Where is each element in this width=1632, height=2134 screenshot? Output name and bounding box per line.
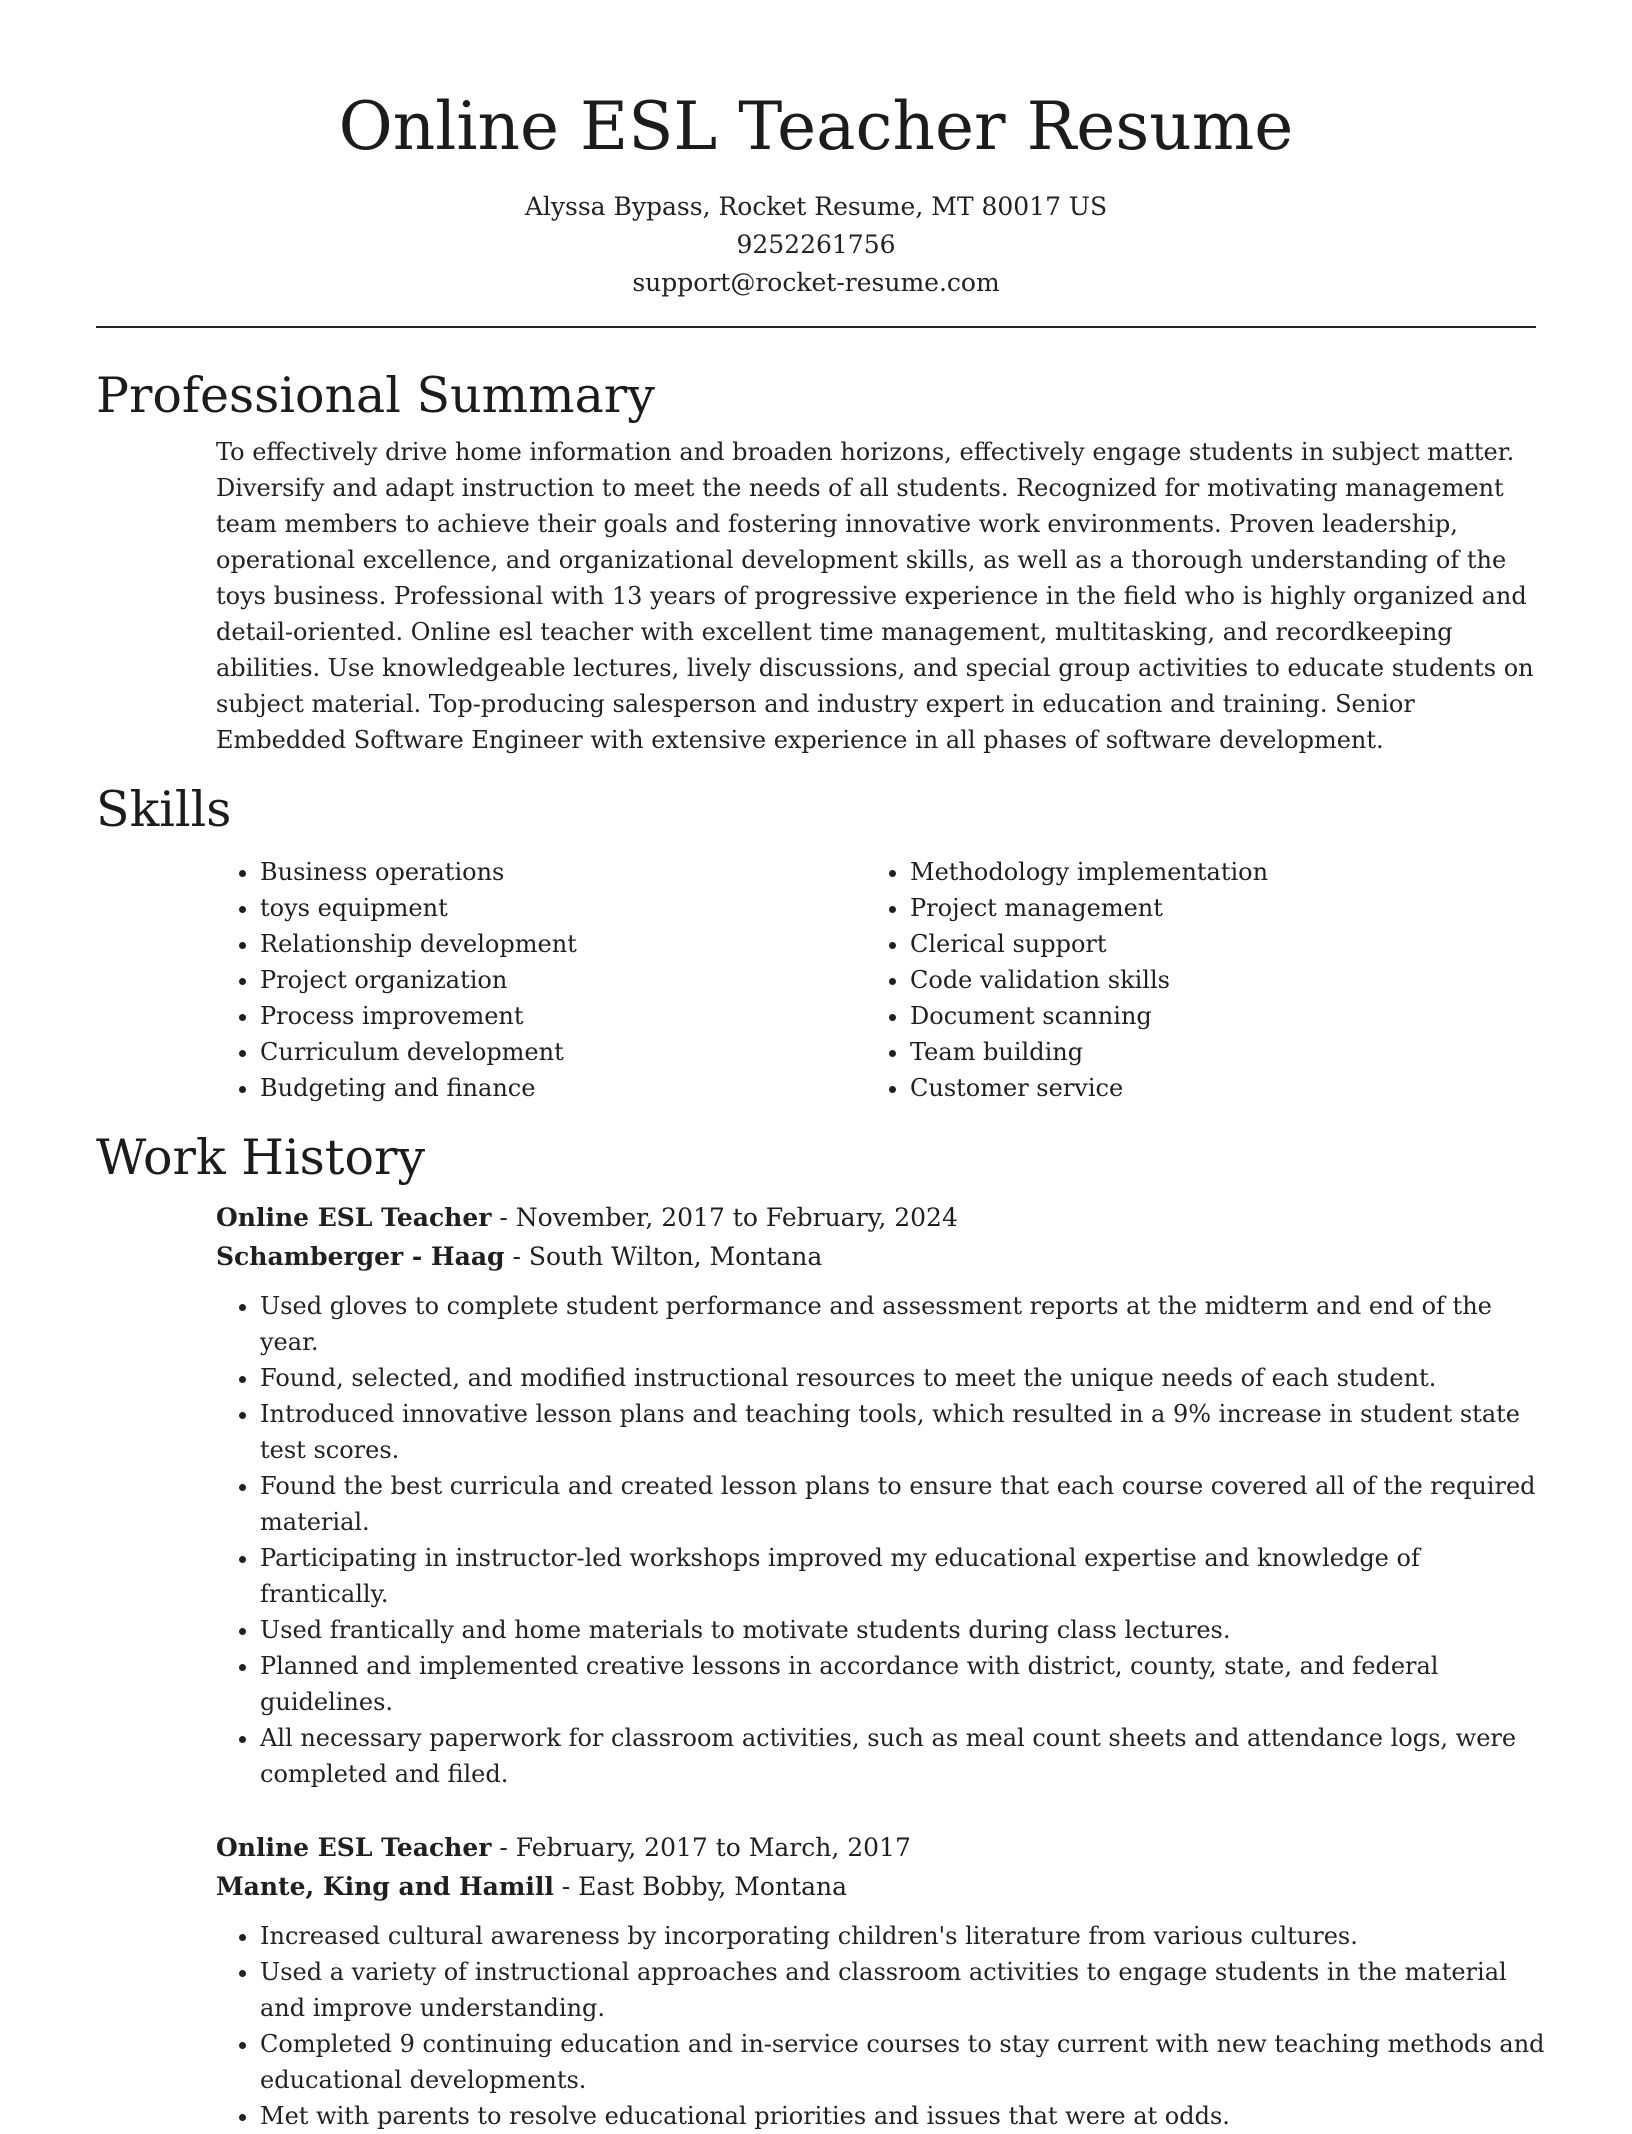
skill-item: • Team building bbox=[910, 1034, 1530, 1070]
job-entry bbox=[216, 1828, 1545, 2134]
resume-title: Online ESL Teacher Resume bbox=[338, 88, 1294, 165]
job-title: Online ESL Teacher bbox=[216, 1833, 492, 1862]
contact-email: support@rocket-resume.com bbox=[632, 268, 1000, 297]
job-company-line bbox=[216, 1867, 1536, 1906]
summary-text: To effectively drive home information and broaden horizons, effectively engage students in subject matter. Diversify and adapt instruction to meet the needs of all students. Recognized for motivating management team members to achieve their goals and fostering innovative work environments. Proven leadership, operational excellence, and organizational development skills, as well as a thorough understanding of the toys business. Professional with 13 years of progressive experience in the field who is highly organized and detail-oriented. Online esl teacher with excellent time management, multitasking, and recordkeeping abilities. Use knowledgeable lectures, lively discussions, and special group activities to educate students on subject material. Top-producing salesperson and industry expert in education and training. Senior Embedded Software Engineer with extensive experience in all phases of software development. bbox=[216, 438, 1534, 754]
job-bullet: • Planned and implemented creative lessons in accordance with district, county, state, and federal guidelines. bbox=[260, 1648, 1550, 1720]
job-location: - East Bobby, Montana bbox=[553, 1872, 847, 1901]
skills-heading: Skills bbox=[96, 781, 232, 838]
skill-item: • Code validation skills bbox=[910, 962, 1530, 998]
header-divider bbox=[96, 326, 1536, 328]
contact-phone: 9252261756 bbox=[736, 230, 896, 259]
job-dates: - November, 2017 to February, 2024 bbox=[491, 1203, 958, 1232]
job-entry bbox=[216, 1198, 1536, 1792]
job-bullet: • Met with parents to resolve educational priorities and issues that were at odds. bbox=[260, 2098, 1550, 2134]
job-bullets bbox=[216, 1918, 1550, 2134]
job-bullet: • Participating in instructor-led workshops improved my educational expertise and knowledge of frantically. bbox=[260, 1540, 1550, 1612]
skills-list bbox=[96, 854, 1536, 1106]
contact-info bbox=[96, 188, 1536, 302]
skills-column-right bbox=[866, 854, 1530, 1106]
skill-item: • Project organization bbox=[260, 962, 866, 998]
job-company: Schamberger - Haag bbox=[216, 1242, 505, 1271]
job-title: Online ESL Teacher bbox=[216, 1203, 492, 1232]
job-bullet: • Found the best curricula and created lesson plans to ensure that each course covered all of the required material. bbox=[260, 1468, 1550, 1540]
job-dates: - February, 2017 to March, 2017 bbox=[491, 1833, 911, 1862]
job-company-line bbox=[216, 1237, 1536, 1276]
job-bullet: • Completed 9 continuing education and in-service courses to stay current with new teaching methods and educational developments. bbox=[260, 2026, 1550, 2098]
contact-address: Alyssa Bypass, Rocket Resume, MT 80017 US bbox=[524, 192, 1108, 221]
skill-item: • Budgeting and finance bbox=[260, 1070, 866, 1106]
job-bullets bbox=[216, 1288, 1550, 1792]
job-bullet: • Increased cultural awareness by incorporating children's literature from various cultures. bbox=[260, 1918, 1550, 1954]
skill-item: • Project management bbox=[910, 890, 1530, 926]
job-title-line bbox=[216, 1198, 1536, 1237]
job-bullet: • Used a variety of instructional approaches and classroom activities to engage students in the material and improve understanding. bbox=[260, 1954, 1550, 2026]
skill-item: • Methodology implementation bbox=[910, 854, 1530, 890]
work-history-heading: Work History bbox=[96, 1129, 426, 1186]
job-company: Mante, King and Hamill bbox=[216, 1872, 554, 1901]
skill-item: • Curriculum development bbox=[260, 1034, 866, 1070]
skill-item: • Relationship development bbox=[260, 926, 866, 962]
job-bullet: • All necessary paperwork for classroom activities, such as meal count sheets and attendance logs, were completed and filed. bbox=[260, 1720, 1550, 1792]
skill-item: • Customer service bbox=[910, 1070, 1530, 1106]
job-title-line bbox=[216, 1828, 1536, 1867]
job-bullet: • Found, selected, and modified instructional resources to meet the unique needs of each student. bbox=[260, 1360, 1550, 1396]
skill-item: • Document scanning bbox=[910, 998, 1530, 1034]
skill-item: • Clerical support bbox=[910, 926, 1530, 962]
resume-page bbox=[96, 0, 1545, 2134]
skill-item: • Business operations bbox=[260, 854, 866, 890]
job-bullet: • Used frantically and home materials to motivate students during class lectures. bbox=[260, 1612, 1550, 1648]
job-location: - South Wilton, Montana bbox=[504, 1242, 823, 1271]
summary-heading: Professional Summary bbox=[96, 367, 655, 424]
job-bullet: • Introduced innovative lesson plans and teaching tools, which resulted in a 9% increase in student state test scores. bbox=[260, 1396, 1550, 1468]
skill-item: • toys equipment bbox=[260, 890, 866, 926]
skills-column-left bbox=[216, 854, 866, 1106]
job-bullet: • Used gloves to complete student performance and assessment reports at the midterm and end of the year. bbox=[260, 1288, 1550, 1360]
skill-item: • Process improvement bbox=[260, 998, 866, 1034]
